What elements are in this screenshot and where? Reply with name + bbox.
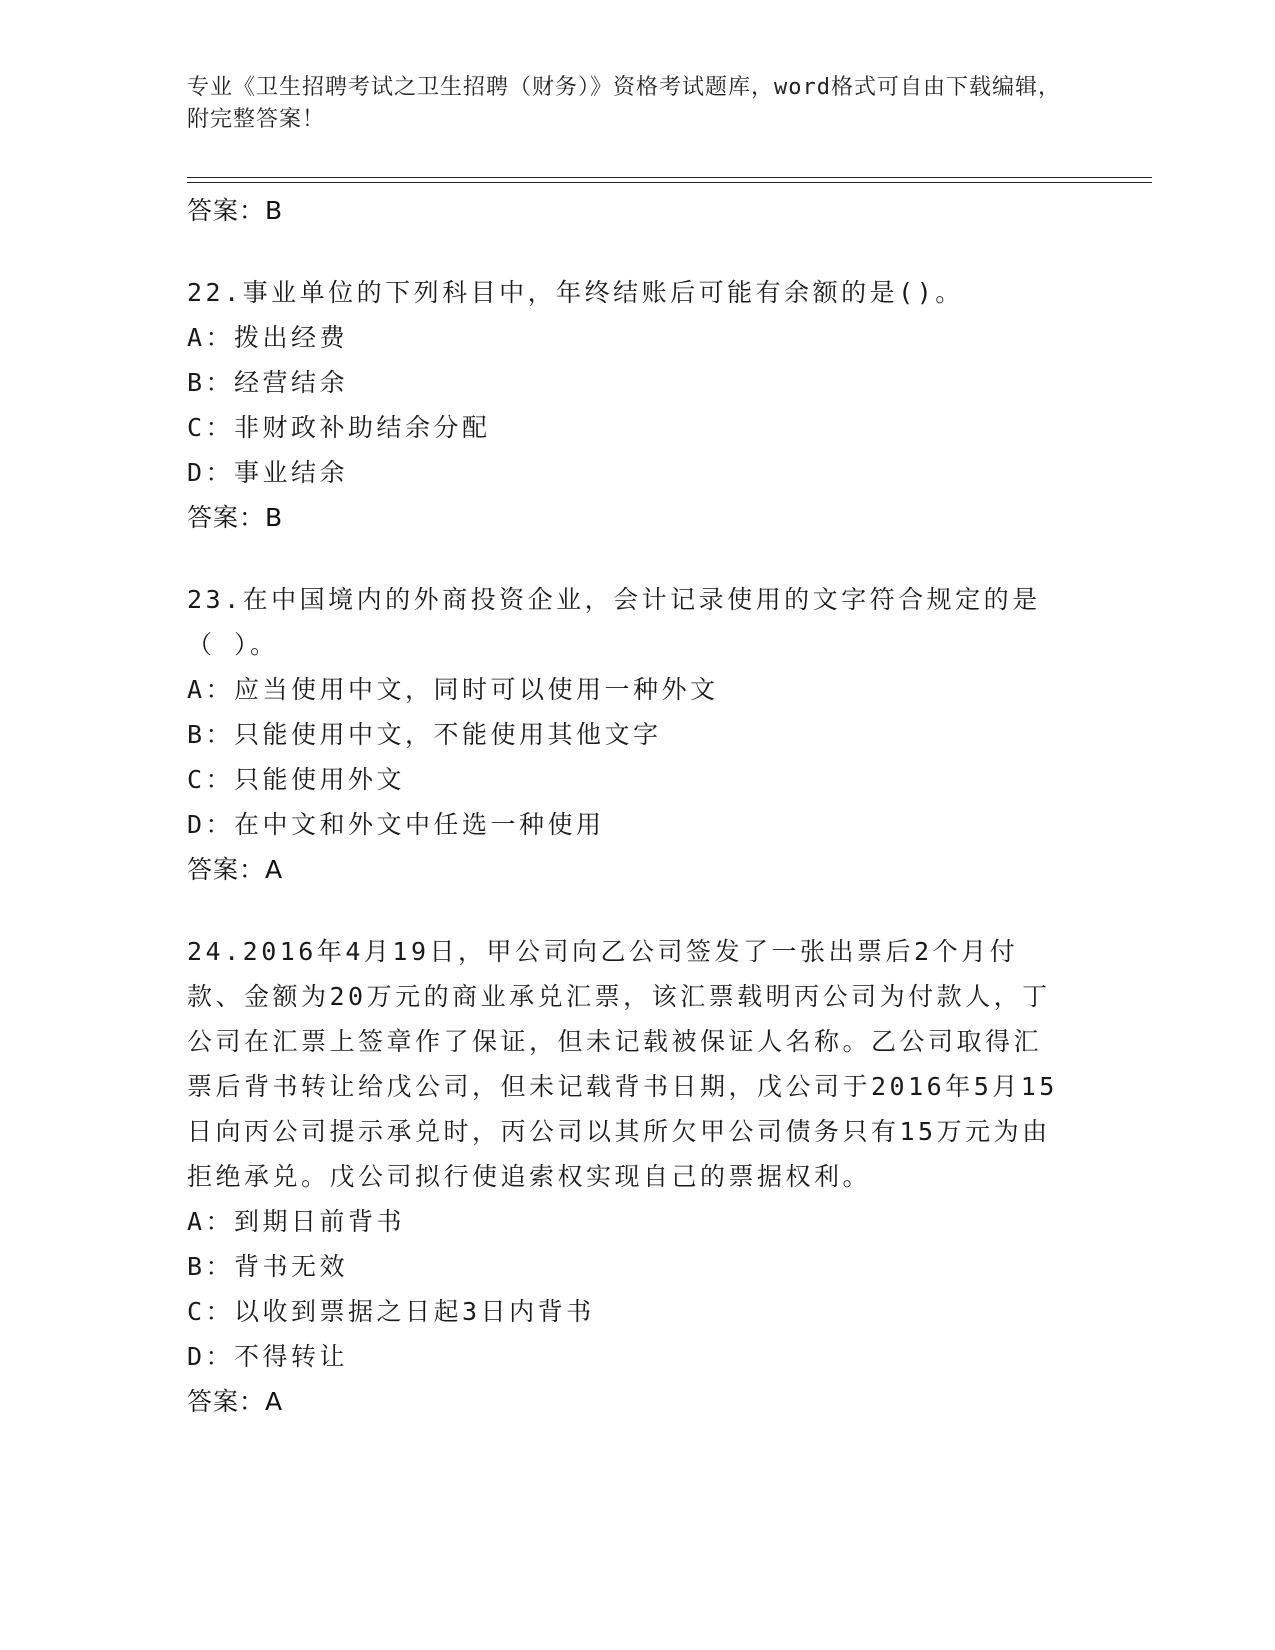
question-block (187, 929, 1067, 1425)
option-c: C：只能使用外文 (187, 765, 406, 794)
question-block (187, 577, 1067, 893)
question-stem: 22.事业单位的下列科目中，年终结账后可能有余额的是()。 (187, 278, 964, 307)
option-b: B：背书无效 (187, 1252, 349, 1281)
option-a: A：应当使用中文，同时可以使用一种外文 (187, 675, 719, 704)
question-block (187, 270, 1067, 541)
option-b: B：经营结余 (187, 368, 349, 397)
option-d: D：在中文和外文中任选一种使用 (187, 810, 605, 839)
option-b: B：只能使用中文，不能使用其他文字 (187, 720, 662, 749)
header-divider-bottom (187, 182, 1152, 183)
document-header: 专业《卫生招聘考试之卫生招聘（财务）》资格考试题库，word格式可自由下载编辑，附完整答案！ (187, 75, 1061, 132)
question-stem: 24.2016年4月19日，甲公司向乙公司签发了一张出票后2个月付款、金额为20万元的商业承兑汇票，该汇票载明丙公司为付款人，丁公司在汇票上签章作了保证，但未记载被保证人名称。乙公司取得汇票后背书转让给戊公司，但未记载背书日期，戊公司于2016年5月15日向丙公司提示承兑时，丙公司以其所欠甲公司债务只有15万元为由拒绝承兑。戊公司拟行使追索权实现自己的票据权利。 (187, 937, 1058, 1191)
option-c: C：以收到票据之日起3日内背书 (187, 1297, 595, 1326)
answer-line: 答案：B (187, 503, 284, 532)
option-a: A：到期日前背书 (187, 1207, 406, 1236)
question-list (187, 188, 1067, 1425)
option-c: C：非财政补助结余分配 (187, 413, 491, 442)
option-d: D：事业结余 (187, 458, 349, 487)
question-stem: 23.在中国境内的外商投资企业，会计记录使用的文字符合规定的是（ ）。 (187, 585, 1041, 659)
option-d: D：不得转让 (187, 1342, 349, 1371)
option-a: A：拨出经费 (187, 323, 349, 352)
answer-line: 答案：B (187, 196, 284, 225)
header-divider-top (187, 177, 1152, 178)
answer-line: 答案：A (187, 855, 284, 884)
answer-line: 答案：A (187, 1387, 284, 1416)
